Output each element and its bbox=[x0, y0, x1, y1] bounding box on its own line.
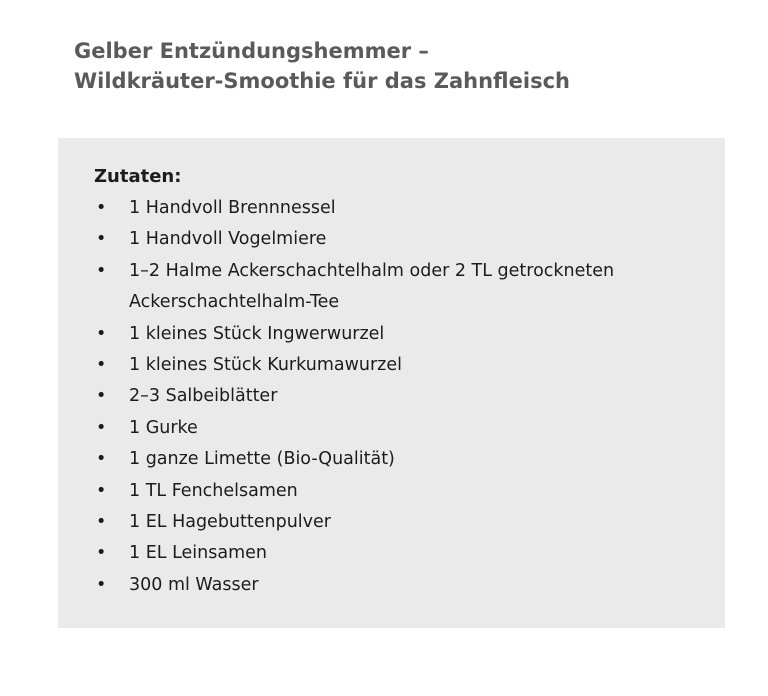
list-item bbox=[94, 193, 695, 224]
list-item bbox=[94, 413, 695, 444]
list-item bbox=[94, 476, 695, 507]
bullet-icon: • bbox=[96, 574, 107, 595]
list-item-text: 2–3 Salbeiblätter bbox=[129, 386, 278, 407]
bullet-icon: • bbox=[96, 417, 107, 438]
bullet-icon: • bbox=[96, 512, 107, 533]
title-line-1: Gelber Entzündungshemmer – bbox=[74, 39, 429, 63]
list-item-text: 1 TL Fenchelsamen bbox=[129, 480, 298, 501]
bullet-icon: • bbox=[96, 355, 107, 376]
list-item-text: 1 EL Hagebuttenpulver bbox=[129, 512, 331, 533]
bullet-icon: • bbox=[96, 543, 107, 564]
list-item-text: 1–2 Halme Ackerschachtelhalm oder 2 TL getrockneten Ackerschachtelhalm-Tee bbox=[129, 260, 615, 313]
ingredients-list bbox=[94, 193, 695, 601]
list-item bbox=[94, 538, 695, 569]
bullet-icon: • bbox=[96, 480, 107, 501]
page-title bbox=[74, 36, 714, 96]
title-line-2: Wildkräuter-Smoothie für das Zahnfleisch bbox=[74, 69, 570, 93]
bullet-icon: • bbox=[96, 323, 107, 344]
list-item bbox=[94, 444, 695, 475]
ingredients-box bbox=[58, 138, 725, 628]
bullet-icon: • bbox=[96, 229, 107, 250]
bullet-icon: • bbox=[96, 198, 107, 218]
list-item bbox=[94, 319, 695, 350]
list-item bbox=[94, 381, 695, 412]
list-item-text: 1 kleines Stück Kurkumawurzel bbox=[129, 355, 403, 376]
list-item-text: 1 Handvoll Brennnessel bbox=[129, 198, 336, 218]
list-item-text: 1 Handvoll Vogelmiere bbox=[129, 229, 327, 250]
bullet-icon: • bbox=[96, 260, 107, 281]
bullet-icon: • bbox=[96, 386, 107, 407]
ingredients-heading: Zutaten: bbox=[94, 166, 182, 187]
list-item-text: 300 ml Wasser bbox=[129, 574, 259, 595]
list-item-text: 1 kleines Stück Ingwerwurzel bbox=[129, 323, 385, 344]
list-item-text: 1 Gurke bbox=[129, 417, 198, 438]
list-item bbox=[94, 256, 695, 319]
list-item-text: 1 ganze Limette (Bio-Qualität) bbox=[129, 449, 395, 470]
list-item bbox=[94, 224, 695, 255]
list-item bbox=[94, 350, 695, 381]
list-item bbox=[94, 570, 695, 601]
list-item-text: 1 EL Leinsamen bbox=[129, 543, 267, 564]
list-item bbox=[94, 507, 695, 538]
bullet-icon: • bbox=[96, 449, 107, 470]
